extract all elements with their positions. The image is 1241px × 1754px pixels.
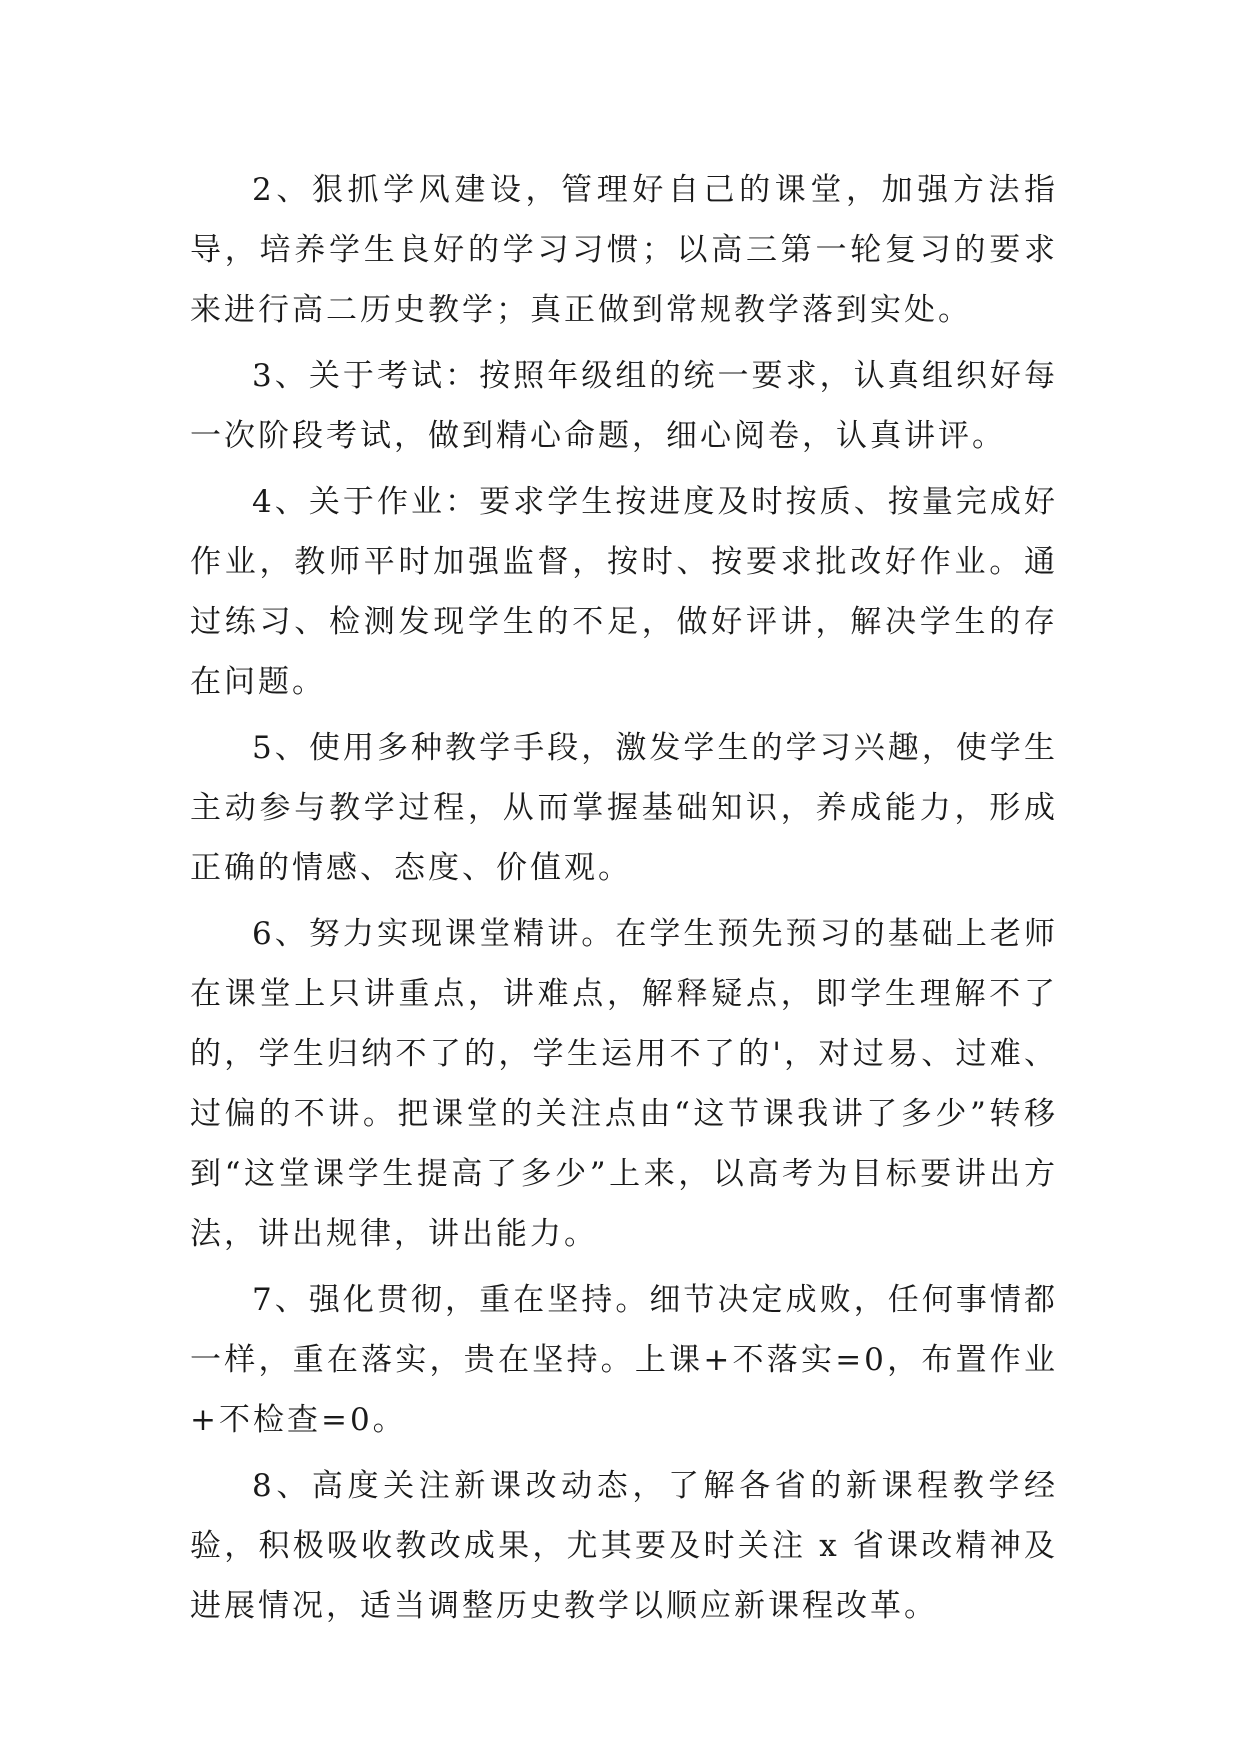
- paragraph-3: 3、关于考试：按照年级组的统一要求，认真组织好每一次阶段考试，做到精心命题，细心阅卷，认真讲评。: [190, 358, 1058, 454]
- paragraph-5: 5、使用多种教学手段，激发学生的学习兴趣，使学生主动参与教学过程，从而掌握基础知识，养成能力，形成正确的情感、态度、价值观。: [190, 730, 1058, 886]
- paragraph-4: 4、关于作业：要求学生按进度及时按质、按量完成好作业，教师平时加强监督，按时、按要求批改好作业。通过练习、检测发现学生的不足，做好评讲，解决学生的存在问题。: [190, 484, 1058, 700]
- document-body: [190, 160, 1058, 1642]
- paragraph-8: 8、高度关注新课改动态，了解各省的新课程教学经验，积极吸收教改成果，尤其要及时关注 x 省课改精神及进展情况，适当调整历史教学以顺应新课程改革。: [190, 1468, 1058, 1624]
- paragraph-7: 7、强化贯彻，重在坚持。细节决定成败，任何事情都一样，重在落实，贵在坚持。上课+不落实=0，布置作业+不检查=0。: [190, 1282, 1058, 1438]
- paragraph-2: 2、狠抓学风建设，管理好自己的课堂，加强方法指导，培养学生良好的学习习惯；以高三第一轮复习的要求来进行高二历史教学；真正做到常规教学落到实处。: [190, 172, 1058, 328]
- paragraph-6: 6、努力实现课堂精讲。在学生预先预习的基础上老师在课堂上只讲重点，讲难点，解释疑点，即学生理解不了的，学生归纳不了的，学生运用不了的'，对过易、过难、过偏的不讲。把课堂的关注点由“这节课我讲了多少”转移到“这堂课学生提高了多少”上来，以高考为目标要讲出方法，讲出规律，讲出能力。: [190, 916, 1058, 1252]
